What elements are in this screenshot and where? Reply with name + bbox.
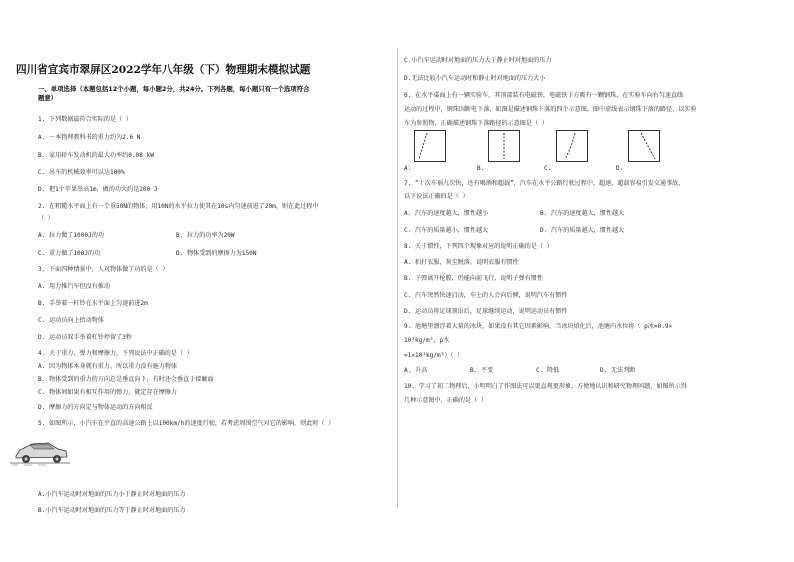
question-8: 8. 关于惯性，下列四个现象对应的说明正确的是（ ）: [404, 243, 553, 250]
question-10: 10. 学习了初二物理后，小明明白了作图法可以更直观更形象，方便地认识和研究物理问题，如图所示得: [404, 383, 687, 390]
q7-option-c: C. 汽车的质量越小，惯性越大: [404, 227, 489, 234]
q5-option-d: D.无法比较小汽车运动时和静止时对地面的压力大小: [404, 75, 546, 82]
q6-label-c: C.: [544, 165, 552, 172]
q6-label-d: D.: [616, 165, 624, 172]
q9-option-b: B. 不变: [470, 367, 494, 374]
section-heading-cont: 题意）: [38, 94, 58, 102]
question-6: 6. 在水平桌面上有一辆实验车，其顶部装有电磁铁，电磁铁下方吸有一颗钢珠，在实验车向右匀速直线: [404, 92, 684, 99]
q6-path-a: [415, 131, 445, 161]
q1-option-c: C. 吊车的机械效率可以达100%: [38, 169, 125, 176]
q8-option-d: D. 运动员将足球顶出后，足球继续运动，说明运动员有惯性: [404, 308, 568, 315]
q7-option-a: A. 汽车的速度越大，惯性越小: [404, 210, 489, 217]
question-9-cont: 10³kg/m³，ρ水: [404, 337, 450, 344]
q4-option-b: B. 物体受到的重力的方向总是垂直向下，有时还会垂直于接触面: [38, 376, 214, 383]
question-6-cont: 运动的过程中，钢珠因断电下落，如图是描述钢珠下落的四个示意图，图中虚线表示钢珠下落的路径，以实验: [404, 106, 697, 113]
q5-option-b: B.小汽车运动时对地面的压力等于静止时对地面的压力: [38, 507, 186, 514]
question-2: 2. 在粗糙水平面上有一个重50N的物体，用10N的水平拉力使其在10s内匀速前进了20m，则在此过程中: [38, 203, 319, 210]
question-9: 9. 池塘里漂浮着大量的冰块，如果没有其它因素影响，当冰块熔化后，池塘内水位将（ ρ冰=0.9×: [404, 323, 673, 330]
q4-option-a: A. 因为物体本身就有重力，所以重力没有施力物体: [38, 363, 177, 370]
page-title: 四川省宜宾市翠屏区2022学年八年级（下）物理期末模拟试题: [16, 64, 311, 76]
question-10-cont: 几种示意图中，正确的是（ ）: [404, 397, 487, 404]
question-5: 5. 如图所示，小汽车在平直的高速公路上以100km/h的速度行驶，若考虑周围空气对它的影响，则此时（ ）: [38, 420, 335, 427]
q3-option-b: B. 手举着一杠铃在水平面上匀速前进2m: [38, 300, 148, 307]
question-7: 7. “十次车祸九次快，还有喝酒和超载”，汽车在水平公路行驶过程中，超速、超载容易引发交通事故，: [404, 180, 685, 187]
q9-option-d: D. 无法判断: [600, 367, 636, 374]
q3-option-d: D. 运动员双手举着杠铃停留了3秒: [38, 334, 132, 341]
q9-option-c: C. 降低: [536, 367, 560, 374]
q4-option-d: D. 摩擦力的方向定与物体运动的方向相反: [38, 404, 153, 411]
q6-path-c: [557, 131, 587, 161]
q6-path-d: [629, 131, 659, 161]
q9-option-a: A. 升高: [404, 367, 428, 374]
question-2-cont: （ ）: [38, 215, 54, 222]
question-3: 3. 下面四种情景中，人对物体做了功的是（ ）: [38, 266, 169, 273]
question-9-cont2: =1×10³kg/m³）（ ）: [404, 352, 464, 359]
q3-option-a: A. 用力推汽车但没有推动: [38, 283, 110, 290]
q6-label-a: A.: [404, 165, 412, 172]
q6-diagram-b: [488, 130, 520, 162]
q1-option-b: B. 家用轿车发动机的最大功率约0.08 kW: [38, 152, 154, 159]
q1-option-d: D. 把1个苹果举高1m，做的功大约是200 J: [38, 186, 158, 193]
q8-option-c: C. 汽车突然快速启动，车上的人会向后倾，说明汽车有惯性: [404, 292, 568, 299]
q7-option-b: B. 汽车的速度越大，惯性越大: [540, 210, 625, 217]
q8-option-a: A. 拍打衣服，灰尘脱落，说明衣服有惯性: [404, 259, 519, 266]
q8-option-b: B. 子弹离开枪膛，仍能向前飞行，说明子弹有惯性: [404, 275, 543, 282]
question-7-cont: 以下说法正确的是（ ）: [404, 193, 469, 200]
q2-option-b: B. 拉力的功率为20W: [176, 232, 235, 239]
q6-diagram-a: [414, 130, 446, 162]
q6-path-b: [489, 131, 519, 161]
q7-option-d: D. 汽车的质量越大，惯性越大: [540, 227, 625, 234]
column-divider: [397, 48, 398, 508]
q2-option-c: C. 重力做了100J的功: [38, 250, 101, 257]
q3-option-c: C. 运动员向上抬动物体: [38, 317, 104, 324]
car-illustration: [10, 434, 72, 468]
q6-label-b: B.: [477, 165, 485, 172]
q4-option-c: C. 物体间如果有相互作用的弹力，就定存在摩擦力: [38, 389, 177, 396]
section-heading: 一、单项选择（本题包括12个小题，每小题2分，共24分。下列各题，每小题只有一个选项符合: [38, 85, 310, 93]
q5-option-a: A.小汽车运动时对地面的压力小于静止时对地面的压力: [38, 491, 186, 498]
q2-option-a: A. 拉力做了1000J的功: [38, 232, 104, 239]
question-6-cont2: 车为参照物，正确描述钢珠下落路径的示意图是（ ）: [404, 120, 548, 127]
question-1: 1. 下列数据最符合实际的是（ ）: [38, 116, 132, 123]
q6-diagram-d: [628, 130, 660, 162]
q6-diagram-c: [556, 130, 588, 162]
q5-option-c: C.小汽车运动时对地面的压力大于静止时对地面的压力: [404, 57, 552, 64]
question-4: 4. 关于重力、弹力和摩擦力，下列说法中正确的是（ ）: [38, 350, 193, 357]
q1-option-a: A. 一本物理教科书的重力约为2.6 N: [38, 134, 141, 141]
q2-option-d: D. 物体受到的摩擦力为150N: [176, 250, 257, 257]
